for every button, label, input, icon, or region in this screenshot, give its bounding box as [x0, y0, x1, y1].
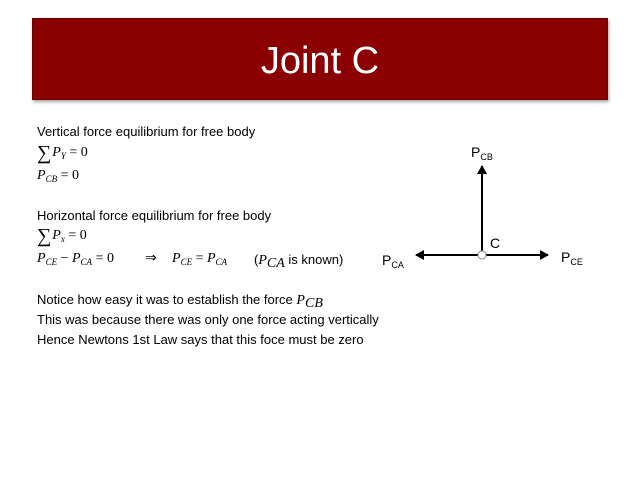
eq-sub: CA [80, 257, 93, 267]
label-main: P [471, 144, 481, 160]
eq-rhs: = 0 [95, 251, 114, 266]
eq-sub: Y [60, 151, 66, 161]
horizontal-heading: Horizontal force equilibrium for free body [37, 208, 272, 223]
eq-rhs: = 0 [69, 145, 88, 160]
eq-var: P [52, 228, 61, 243]
label-sub: CE [570, 257, 583, 267]
paren-open: ( [254, 252, 259, 267]
eq-sub: CE [180, 257, 193, 267]
label-joint-c: C [490, 235, 501, 251]
eq-rhs: = 0 [68, 228, 87, 243]
note-var: P [296, 293, 305, 308]
note-line-3: Hence Newtons 1st Law says that this foce must be zero [37, 332, 364, 347]
label-main: P [382, 252, 392, 268]
eq-var: P [37, 168, 46, 183]
label-sub: CB [480, 152, 493, 162]
label-sub: CA [391, 260, 404, 270]
eq-var: P [258, 253, 267, 268]
sigma-symbol: ∑ [37, 142, 52, 164]
eq-var: P [52, 145, 61, 160]
eq-sub: CA [215, 257, 228, 267]
equals-sign: = [195, 251, 204, 266]
eq-var: P [71, 251, 81, 266]
sigma-symbol: ∑ [37, 225, 52, 247]
slide-title: Joint C [260, 40, 380, 82]
label-pce [561, 249, 583, 265]
vertical-heading: Vertical force equilibrium for free body [37, 124, 256, 139]
known-text: is known) [288, 252, 344, 267]
eq-sub: CB [45, 174, 58, 184]
note-sub: CB [304, 296, 323, 311]
eq-rhs: = 0 [60, 168, 79, 183]
label-pca [382, 252, 404, 268]
eq-var: P [37, 251, 46, 266]
eq-var: P [172, 251, 181, 266]
label-main: P [561, 249, 571, 265]
eq-var: P [206, 251, 216, 266]
eq-sub: CA [266, 256, 285, 271]
minus-sign: − [60, 251, 69, 266]
label-pcb [471, 144, 493, 160]
eq-sub: CE [45, 257, 58, 267]
joint-node [478, 251, 486, 259]
note-text: Notice how easy it was to establish the force [37, 292, 293, 307]
eq-sub: x [60, 234, 65, 244]
implies-arrow: ⇒ [145, 251, 157, 266]
note-line-2: This was because there was only one force acting vertically [37, 312, 379, 327]
